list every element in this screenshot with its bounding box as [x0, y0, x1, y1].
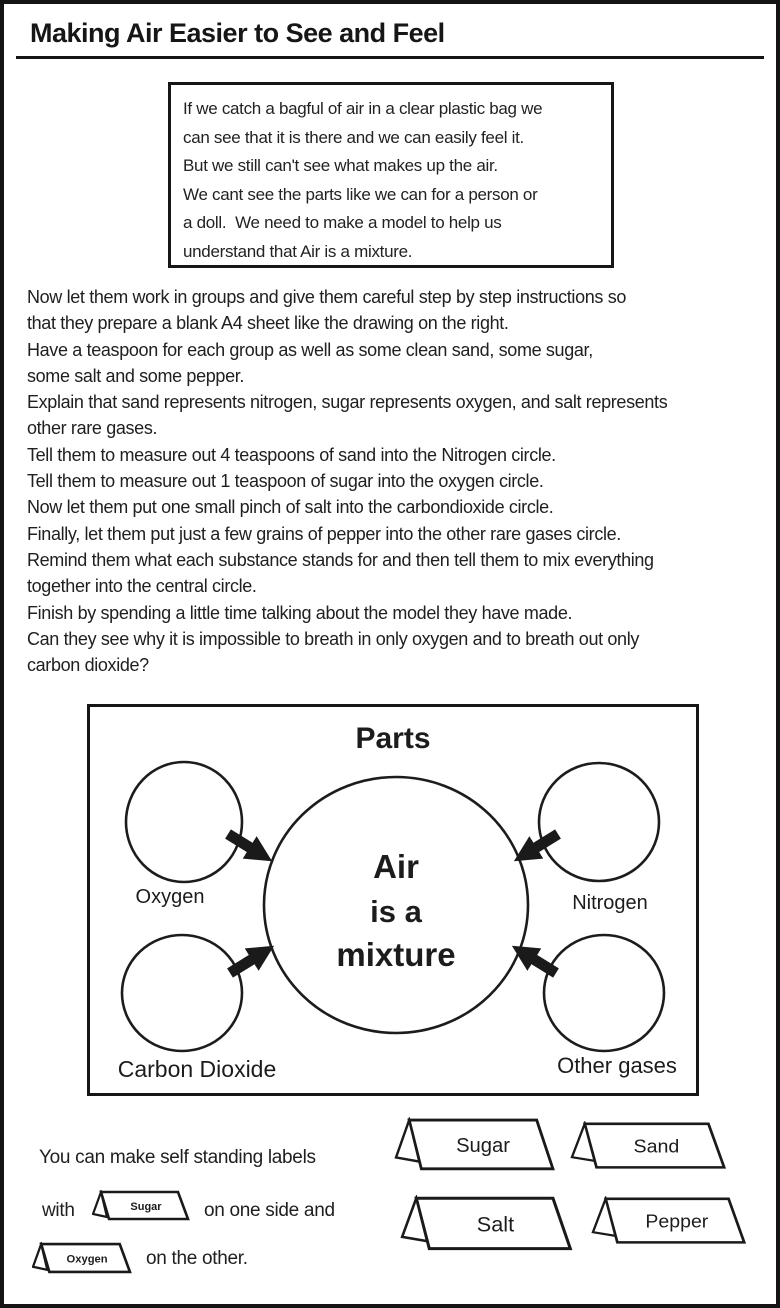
- intro-line: understand that Air is a mixture.: [183, 241, 413, 261]
- intro-line: We cant see the parts like we can for a person or: [183, 184, 538, 204]
- tent-sugar-label: Sugar: [456, 1134, 511, 1158]
- small-tent-card-sugar: [92, 1190, 192, 1222]
- instruction-line: together into the central circle.: [27, 576, 257, 597]
- labels-with-text: with: [42, 1200, 75, 1221]
- labels-side2-text: on the other.: [146, 1248, 248, 1269]
- instructions-paragraph: [27, 284, 777, 678]
- diagram-canvas: [90, 707, 696, 1093]
- intro-box: [168, 82, 614, 268]
- nitrogen-circle: [539, 763, 659, 881]
- oxygen-label: Oxygen: [135, 886, 205, 908]
- instruction-line: Remind them what each substance stands for and then tell them to mix everything: [27, 549, 654, 570]
- page-title: Making Air Easier to See and Feel: [30, 18, 445, 48]
- carbon-dioxide-label: Carbon Dioxide: [117, 1056, 277, 1082]
- tent-salt-label: Salt: [476, 1211, 515, 1237]
- instruction-line: that they prepare a blank A4 sheet like the drawing on the right.: [27, 313, 509, 334]
- center-text-line1: Air: [373, 848, 419, 885]
- tent-sand-label: Sand: [633, 1136, 680, 1158]
- other-gases-circle: [544, 935, 664, 1051]
- tent-card-sugar: [394, 1117, 561, 1174]
- instruction-line: Now let them put one small pinch of salt into the carbondioxide circle.: [27, 497, 554, 518]
- instruction-line: Can they see why it is impossible to breath in only oxygen and to breath out only: [27, 628, 640, 649]
- tent-card-salt: [400, 1195, 579, 1254]
- intro-line: If we catch a bagful of air in a clear plastic bag we: [183, 99, 543, 118]
- intro-line: can see that it is there and we can easily feel it.: [183, 127, 524, 147]
- diagram-title: Parts: [355, 722, 431, 755]
- carbon-dioxide-circle: [122, 935, 242, 1051]
- arrow-other-gases-to-center: [522, 952, 556, 973]
- instruction-line: other rare gases.: [27, 418, 158, 439]
- arrow-carbon-dioxide-to-center: [230, 952, 264, 973]
- instruction-line: Finish by spending a little time talking about the model they have made.: [27, 602, 573, 623]
- intro-line: a doll. We need to make a model to help us: [183, 213, 502, 232]
- oxygen-circle: [126, 762, 242, 882]
- instruction-line: Tell them to measure out 1 teaspoon of sugar into the oxygen circle.: [27, 471, 544, 492]
- other-gases-label: Other gases: [557, 1053, 677, 1078]
- small-tent-sugar-label: Sugar: [130, 1201, 162, 1213]
- center-text-line2: is a: [370, 894, 422, 929]
- tent-pepper-label: Pepper: [645, 1211, 709, 1233]
- instruction-line: Explain that sand represents nitrogen, sugar represents oxygen, and salt represents: [27, 392, 668, 413]
- instruction-line: Tell them to measure out 4 teaspoons of sand into the Nitrogen circle.: [27, 444, 556, 465]
- instruction-line: some salt and some pepper.: [27, 365, 245, 386]
- instruction-line: Have a teaspoon for each group as well as some clean sand, some sugar,: [27, 339, 593, 360]
- labels-intro-text: You can make self standing labels: [39, 1147, 316, 1168]
- air-mixture-diagram: [87, 704, 699, 1096]
- title-divider: [16, 56, 764, 59]
- tent-card-sand: [570, 1121, 732, 1172]
- nitrogen-label: Nitrogen: [572, 892, 648, 914]
- instruction-line: carbon dioxide?: [27, 655, 149, 676]
- small-tent-card-oxygen: [32, 1242, 134, 1275]
- small-tent-oxygen-label: Oxygen: [66, 1253, 108, 1266]
- intro-line: But we still can't see what makes up the air.: [183, 156, 498, 175]
- center-text-line3: mixture: [336, 936, 456, 973]
- instruction-line: Now let them work in groups and give them careful step by step instructions so: [27, 287, 627, 307]
- tent-card-pepper: [591, 1196, 752, 1247]
- labels-side1-text: on one side and: [204, 1200, 335, 1221]
- instruction-line: Finally, let them put just a few grains of pepper into the other rare gases circle.: [27, 523, 621, 544]
